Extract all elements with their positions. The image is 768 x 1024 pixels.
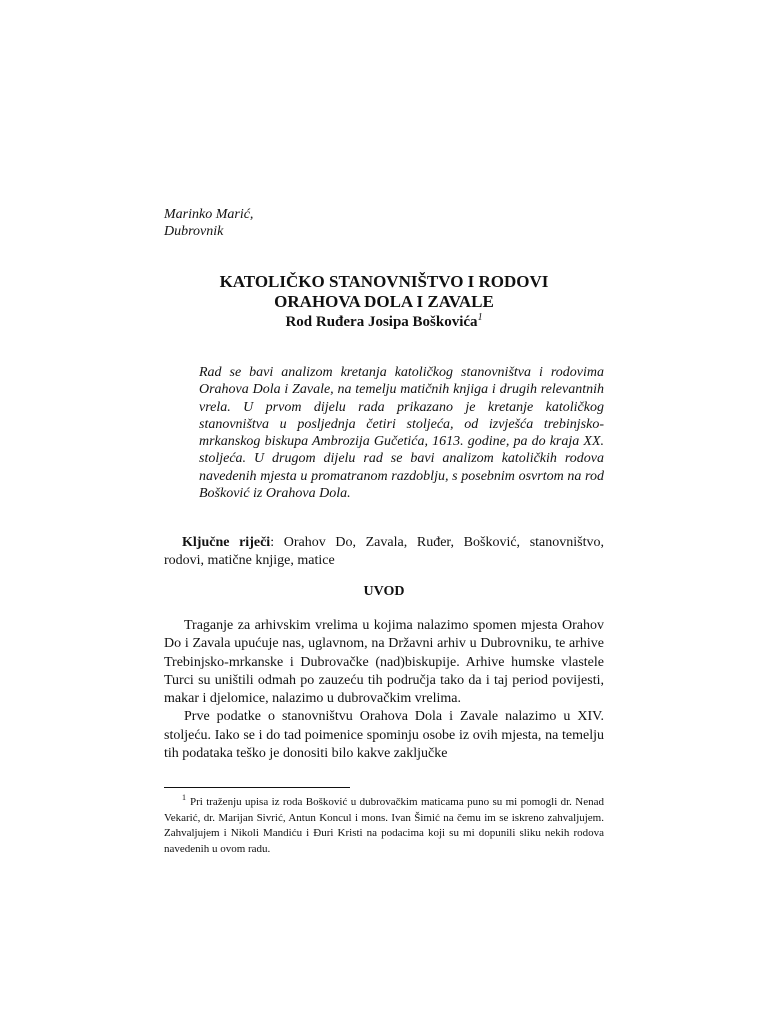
keywords-label: Ključne riječi — [182, 535, 271, 550]
section-heading: UVOD — [363, 584, 405, 599]
author-city: Dubrovnik — [164, 224, 224, 239]
footnote — [164, 795, 604, 857]
author-block — [164, 206, 253, 240]
keywords — [164, 534, 604, 570]
title-line-2: ORAHOVA DOLA I ZAVALE — [274, 292, 494, 311]
footnote-text: Pri traženju upisa iz roda Bošković u dubrovačkim maticama puno su mi pomogli dr. Nenad Vekarić, dr. Marijan Sivrić, Antun Koncul i mons. Ivan Šimić na čemu im se iskreno zahvaljujem. Zahvaljujem i Nikoli Mandiću i Đuri Kristi na podacima koji su mi dopunili sliku nekih rodova navedenih u ovom radu. — [164, 796, 604, 855]
body-text — [164, 617, 604, 763]
article-subtitle — [164, 312, 604, 332]
article-title — [164, 272, 604, 332]
author-name: Marinko Marić, — [164, 207, 254, 222]
keywords-text: : Orahov Do, Zavala, Ruđer, Bošković, stanovništvo, rodovi, matične knjige, matice — [164, 535, 604, 568]
footnote-divider — [164, 787, 350, 788]
footnote-mark: 1 — [182, 793, 186, 803]
subtitle-text: Rod Ruđera Josipa Boškovića — [285, 314, 478, 330]
footnote-reference[interactable]: 1 — [477, 312, 483, 323]
paragraph: Prve podatke o stanovništvu Orahova Dola i Zavale nalazimo u XIV. stoljeću. Iako se i do tad poimenice spominju osobe iz ovih mjesta, na temelju tih podataka teško je donositi bilo kakve zaključke — [164, 709, 604, 762]
paragraph: Traganje za arhivskim vrelima u kojima nalazimo spomen mjesta Orahov Do i Zavala upućuje nas, uglavnom, na Državni arhiv u Dubrovniku, te arhive Trebinjsko-mrkanske i Dubrovačke (nad)biskupije. Arhive humske vlastele Turci su uništili odmah po zauzeću tih područja tako da i taj period povijesti, makar i djelomice, nalazimo u dubrovačkim vrelima. — [164, 618, 604, 707]
title-line-1: KATOLIČKO STANOVNIŠTVO I RODOVI — [219, 272, 549, 291]
abstract: Rad se bavi analizom kretanja katoličkog stanovništva i rodovima Orahova Dola i Zavale, na temelju matičnih knjiga i drugih relevantnih vrela. U prvom dijelu rada prikazano je kretanje katoličkog stanovništva u posljednja četiri stoljeća, od izvješća trebinjsko-mrkanskog biskupa Ambrozija Gučetića, 1613. godine, pa do kraja XX. stoljeća. U drugom dijelu rad se bavi analizom katoličkih rodova navedenih mjesta u promatranom razdoblju, s posebnim osvrtom na rod Bošković iz Orahova Dola. — [199, 365, 604, 502]
